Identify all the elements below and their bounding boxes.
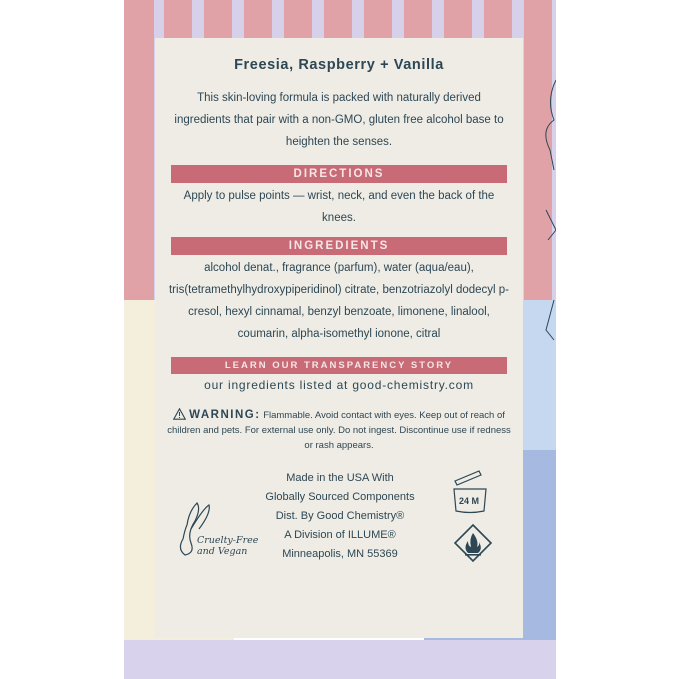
- ingredients-heading: INGREDIENTS: [171, 237, 507, 255]
- made-line-1: Made in the USA With: [286, 472, 394, 484]
- label-panel: [155, 38, 523, 638]
- footer: [155, 469, 523, 579]
- directions-text: Apply to pulse points — wrist, neck, and even the back of the knees.: [183, 190, 495, 224]
- intro-text: This skin-loving formula is packed with naturally derived ingredients that pair with a non-GMO, gluten free alcohol base to heighten the senses.: [174, 92, 504, 148]
- made-line-2: Globally Sourced Components: [265, 491, 415, 503]
- made-line-4: A Division of ILLUME®: [284, 529, 396, 541]
- cruelty-free-line-2: and Vegan: [197, 546, 248, 557]
- shelf-life-label: 24 M: [458, 496, 479, 506]
- transparency-heading: LEARN OUR TRANSPARENCY STORY: [171, 357, 507, 374]
- warning-block: [167, 408, 511, 453]
- flammable-icon: [453, 523, 493, 563]
- directions-heading: DIRECTIONS: [171, 165, 507, 183]
- warning-text: Flammable. Avoid contact with eyes. Keep out of reach of children and pets. For external use only. Do not ingest. Discontinue use if redness or rash appears.: [167, 410, 511, 451]
- scent-title: Freesia, Raspberry + Vanilla: [234, 57, 444, 73]
- regulatory-icons: [451, 469, 495, 568]
- pink-block: [124, 0, 154, 320]
- ingredients-text: alcohol denat., fragrance (parfum), water (aqua/eau), tris(tetramethylhydroxypiperidinol) citrate, benzotriazolyl dodecyl p-cresol, hexyl cinnamal, benzyl benzoate, limonene, linalool, coumarin, alpha-isomethyl ionone, citral: [168, 262, 510, 340]
- lilac-band: [124, 640, 556, 679]
- open-jar-icon: [451, 469, 491, 515]
- made-line-5: Minneapolis, MN 55369: [282, 548, 398, 560]
- made-line-3: Dist. By Good Chemistry®: [275, 510, 405, 522]
- warning-label: WARNING:: [189, 409, 261, 421]
- distribution-info: [245, 469, 435, 564]
- transparency-link[interactable]: our ingredients listed at good-chemistry.com: [204, 378, 474, 392]
- decorative-line-icon: [524, 70, 556, 370]
- warning-triangle-icon: [173, 408, 186, 420]
- cruelty-free-line-1: Cruelty-Free: [197, 535, 259, 546]
